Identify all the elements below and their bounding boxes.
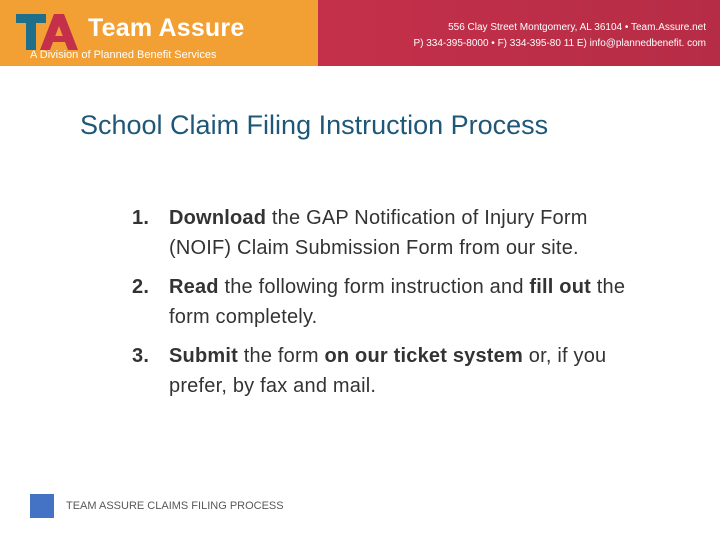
step-keyword: Submit — [169, 345, 238, 367]
brand-name: Team Assure — [88, 14, 245, 42]
footer-label: TEAM ASSURE CLAIMS FILING PROCESS — [66, 500, 284, 512]
contact-address: 556 Clay Street Montgomery, AL 36104 • Team.Assure.net — [448, 22, 706, 33]
footer-square-icon — [30, 494, 54, 518]
contact-panel — [318, 0, 720, 66]
step-text-part: the following form instruction and — [218, 276, 530, 298]
step-keyword: fill out — [529, 276, 591, 298]
step-keyword: on our ticket system — [324, 345, 523, 367]
step-item — [132, 341, 632, 401]
step-number: 3. — [132, 345, 150, 367]
page-title: School Claim Filing Instruction Process — [80, 110, 549, 140]
step-text-part: the GAP Notification of Injury Form (NOIF) Claim Submission Form from our site. — [169, 207, 588, 259]
contact-phone-email: P) 334-395-8000 • F) 334-395-80 11 E) info@plannedbenefit. com — [413, 38, 706, 49]
instruction-steps — [132, 203, 632, 410]
brand-panel — [0, 0, 318, 66]
step-keyword: Download — [169, 207, 267, 229]
step-text-part: the form — [237, 345, 325, 367]
header-banner — [0, 0, 720, 66]
ta-monogram-icon — [16, 14, 82, 50]
step-text — [169, 276, 625, 328]
step-number: 1. — [132, 207, 150, 229]
step-number: 2. — [132, 276, 150, 298]
step-item — [132, 203, 632, 263]
brand-tagline: A Division of Planned Benefit Services — [30, 49, 217, 61]
step-text — [169, 345, 606, 397]
step-keyword: Read — [169, 276, 219, 298]
step-text — [169, 207, 588, 259]
step-text-part: or, if you prefer, by fax and mail. — [169, 345, 607, 397]
step-item — [132, 272, 632, 332]
step-text-part: the form completely. — [169, 276, 626, 328]
